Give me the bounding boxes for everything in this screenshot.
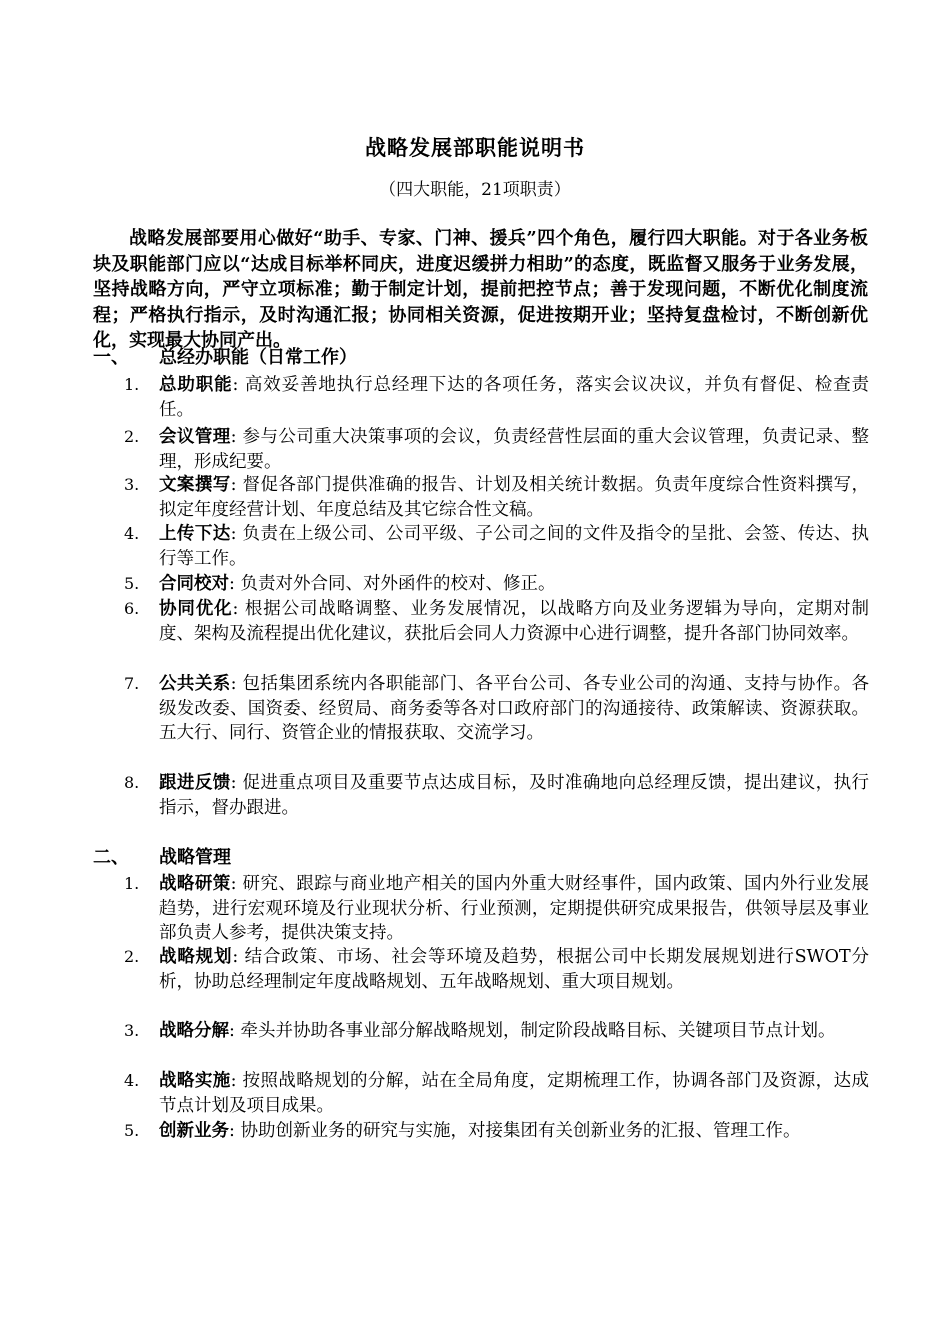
item-number: 6. <box>124 599 140 618</box>
item-label: 跟进反馈 <box>159 773 231 793</box>
item-separator: : <box>229 574 241 594</box>
item-number: 5. <box>124 1121 140 1140</box>
item-text: 协助创新业务的研究与实施，对接集团有关创新业务的汇报、管理工作。 <box>240 1121 801 1141</box>
section-number: 二、 <box>93 847 129 868</box>
item-separator: : <box>232 375 245 395</box>
item-text: 根据公司战略调整、业务发展情况，以战略方向及业务逻辑为导向，定期对制度、架构及流程提出优化建议，获批后会同人力资源中心进行调整，提升各部门协同效率。 <box>159 599 869 644</box>
document-title: 战略发展部职能说明书 <box>365 135 585 160</box>
item-separator: : <box>230 1071 243 1091</box>
item-separator: : <box>230 674 243 694</box>
item-separator: : <box>230 427 243 447</box>
item-text: 督促各部门提供准确的报告、计划及相关统计数据。负责年度综合性资料撰写，拟定年度经营计划、年度总结及其它综合性文稿。 <box>159 475 870 520</box>
item-text: 参与公司重大决策事项的会议，负责经营性层面的重大会议管理，负责记录、整理，形成纪要。 <box>159 427 870 472</box>
item-label: 协同优化 <box>159 599 233 619</box>
item-separator: : <box>229 1121 241 1141</box>
item-number: 1. <box>124 874 140 893</box>
document-subtitle: （四大职能，21项职责） <box>379 180 571 200</box>
item-text: 负责在上级公司、公司平级、子公司之间的文件及指令的呈批、会签、传达、执行等工作。 <box>159 524 870 569</box>
item-number: 2. <box>124 947 140 966</box>
item-label: 总助职能 <box>159 375 233 395</box>
item-label: 文案撰写 <box>159 475 231 495</box>
section-heading <box>93 846 868 870</box>
section-number: 一、 <box>93 347 129 368</box>
item-label: 战略规划 <box>159 947 233 967</box>
item-separator: : <box>230 475 243 495</box>
item-separator: : <box>232 947 245 967</box>
item-separator: : <box>229 1021 241 1041</box>
item-text: 负责对外合同、对外函件的校对、修正。 <box>240 574 556 594</box>
item-number: 4. <box>124 1071 140 1090</box>
item-label: 战略分解 <box>159 1021 229 1041</box>
section-heading <box>93 346 868 370</box>
item-number: 1. <box>124 375 140 394</box>
item-text: 按照战略规划的分解，站在全局角度，定期梳理工作，协调各部门及资源，达成节点计划及项目成果。 <box>159 1071 870 1116</box>
item-label: 战略研策 <box>159 874 231 894</box>
item-text: 牵头并协助各事业部分解战略规划，制定阶段战略目标、关键项目节点计划。 <box>240 1021 836 1041</box>
item-label: 上传下达 <box>159 524 231 544</box>
item-text: 包括集团系统内各职能部门、各平台公司、各专业公司的沟通、支持与协作。各级发改委、国资委、经贸局、商务委等各对口政府部门的沟通接待、政策解读、资源获取。五大行、同行、资管企业的情报获取、交流学习。 <box>159 674 870 743</box>
item-label: 创新业务 <box>159 1121 229 1141</box>
item-number: 4. <box>124 524 140 543</box>
section-title: 总经办职能（日常工作） <box>159 347 357 368</box>
item-text: 结合政策、市场、社会等环境及趋势，根据公司中长期发展规划进行SWOT分析，协助总经理制定年度战略规划、五年战略规划、重大项目规划。 <box>159 947 869 992</box>
item-label: 公共关系 <box>159 674 231 694</box>
item-separator: : <box>230 524 243 544</box>
item-text: 促进重点项目及重要节点达成目标，及时准确地向总经理反馈，提出建议，执行指示，督办跟进。 <box>159 773 870 818</box>
intro-paragraph: 战略发展部要用心做好“助手、专家、门神、援兵”四个角色，履行四大职能。对于各业务板块及职能部门应以“达成目标举杯同庆，进度迟缓拼力相助”的态度，既监督又服务于业务发展，坚持战略方向，严守立项标准；勤于制定计划，提前把控节点；善于发现问题，不断优化制度流程；严格执行指示，及时沟通汇报；协同相关资源，促进按期开业；坚持复盘检讨，不断创新优化，实现最大协同产出。 <box>93 228 868 351</box>
section-title: 战略管理 <box>159 847 231 868</box>
item-separator: : <box>230 773 243 793</box>
item-number: 8. <box>124 773 140 792</box>
item-number: 7. <box>124 674 140 693</box>
item-separator: : <box>232 599 245 619</box>
item-number: 3. <box>124 475 140 494</box>
item-label: 合同校对 <box>159 574 229 594</box>
item-number: 2. <box>124 427 140 446</box>
item-separator: : <box>230 874 243 894</box>
item-number: 3. <box>124 1021 140 1040</box>
item-label: 会议管理 <box>159 427 231 447</box>
item-text: 研究、跟踪与商业地产相关的国内外重大财经事件，国内政策、国内外行业发展趋势，进行宏观环境及行业现状分析、行业预测，定期提供研究成果报告，供领导层及事业部负责人参考，提供决策支持。 <box>159 874 870 943</box>
item-label: 战略实施 <box>159 1071 231 1091</box>
item-number: 5. <box>124 574 140 593</box>
item-text: 高效妥善地执行总经理下达的各项任务，落实会议决议，并负有督促、检查责任。 <box>159 375 869 420</box>
